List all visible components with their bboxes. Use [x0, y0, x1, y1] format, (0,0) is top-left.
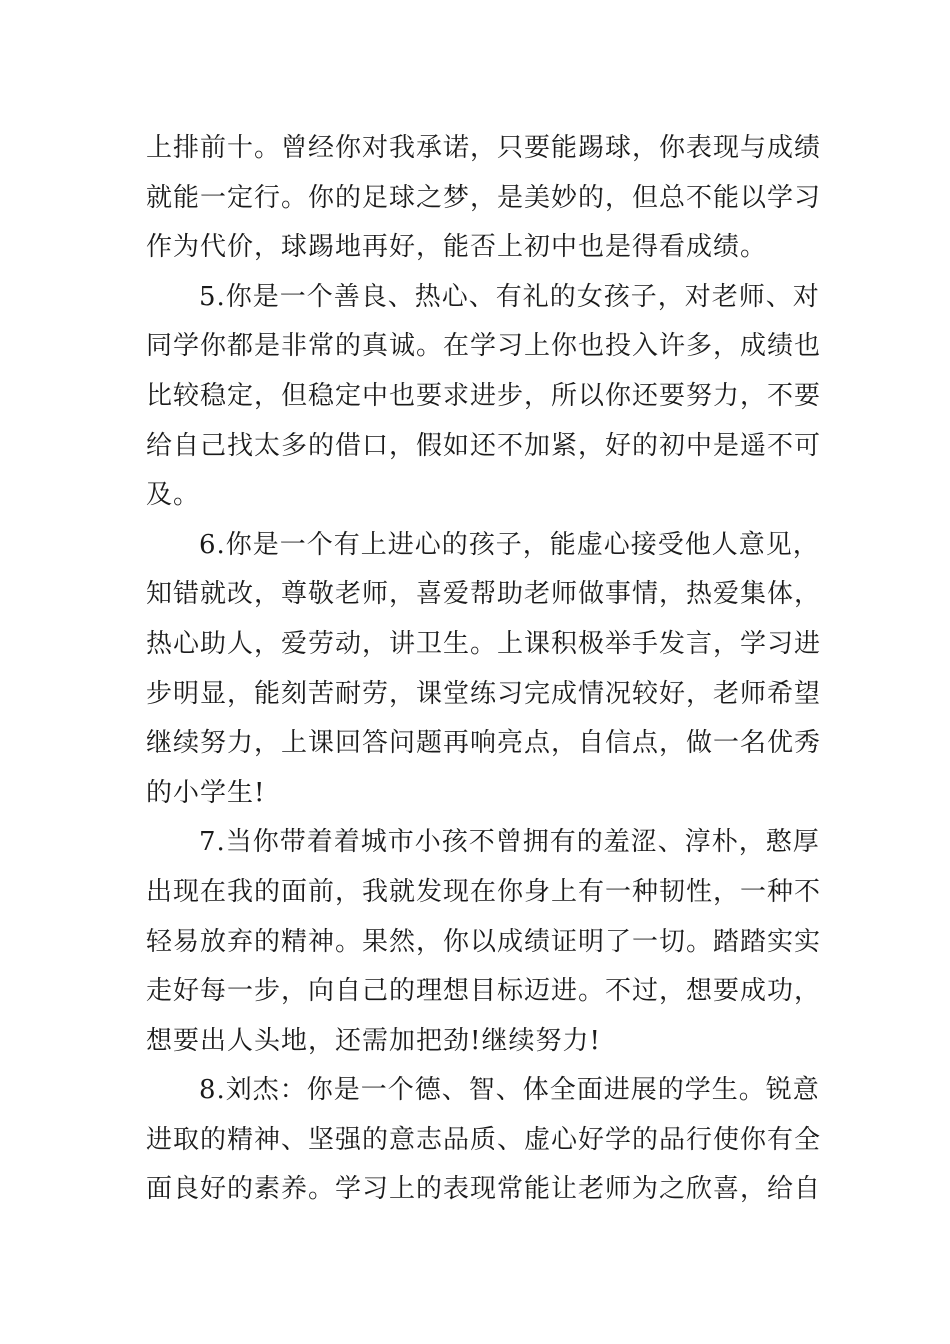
paragraph-item-7 [146, 818, 822, 1066]
text-line: 7.当你带着着城市小孩不曾拥有的羞涩、淳朴，憨厚 [199, 827, 820, 858]
text-line: 给自己找太多的借口，假如还不加紧，好的初中是遥不可 [146, 430, 822, 461]
text-line: 知错就改，尊敬老师，喜爱帮助老师做事情，热爱集体， [146, 579, 822, 610]
text-line: 8.刘杰：你是一个德、智、体全面进展的学生。锐意 [199, 1075, 820, 1106]
text-line: 步明显，能刻苦耐劳，课堂练习完成情况较好，老师希望 [146, 678, 822, 709]
text-line: 热心助人，爱劳动，讲卫生。上课积极举手发言，学习进 [146, 628, 822, 659]
text-line: 6.你是一个有上进心的孩子，能虚心接受他人意见， [199, 529, 820, 560]
text-line: 想要出人头地，还需加把劲!继续努力! [146, 1025, 601, 1056]
text-line: 5.你是一个善良、热心、有礼的女孩子，对老师、对 [199, 281, 820, 312]
text-line: 进取的精神、坚强的意志品质、虚心好学的品行使你有全 [146, 1124, 822, 1155]
text-line: 比较稳定，但稳定中也要求进步，所以你还要努力，不要 [146, 380, 822, 411]
paragraph-continuation [146, 124, 822, 273]
text-line: 走好每一步，向自己的理想目标迈进。不过，想要成功， [146, 976, 822, 1007]
paragraph-item-8 [146, 1066, 822, 1215]
text-line: 上排前十。曾经你对我承诺，只要能踢球，你表现与成绩 [146, 133, 822, 163]
text-line: 的小学生! [146, 777, 266, 808]
text-line: 作为代价，球踢地再好，能否上初中也是得看成绩。 [146, 232, 768, 263]
text-line: 轻易放弃的精神。果然，你以成绩证明了一切。踏踏实实 [146, 926, 822, 957]
text-line: 同学你都是非常的真诚。在学习上你也投入许多，成绩也 [146, 331, 822, 362]
paragraph-item-6 [146, 521, 822, 819]
text-line: 及。 [146, 480, 201, 511]
text-line: 继续努力，上课回答问题再响亮点，自信点，做一名优秀 [146, 728, 822, 759]
text-line: 出现在我的面前，我就发现在你身上有一种韧性，一种不 [146, 876, 822, 907]
text-line: 就能一定行。你的足球之梦，是美妙的，但总不能以学习 [146, 182, 822, 213]
text-line: 面良好的素养。学习上的表现常能让老师为之欣喜，给自 [146, 1174, 822, 1205]
document-body [146, 124, 822, 1215]
paragraph-item-5 [146, 273, 822, 521]
